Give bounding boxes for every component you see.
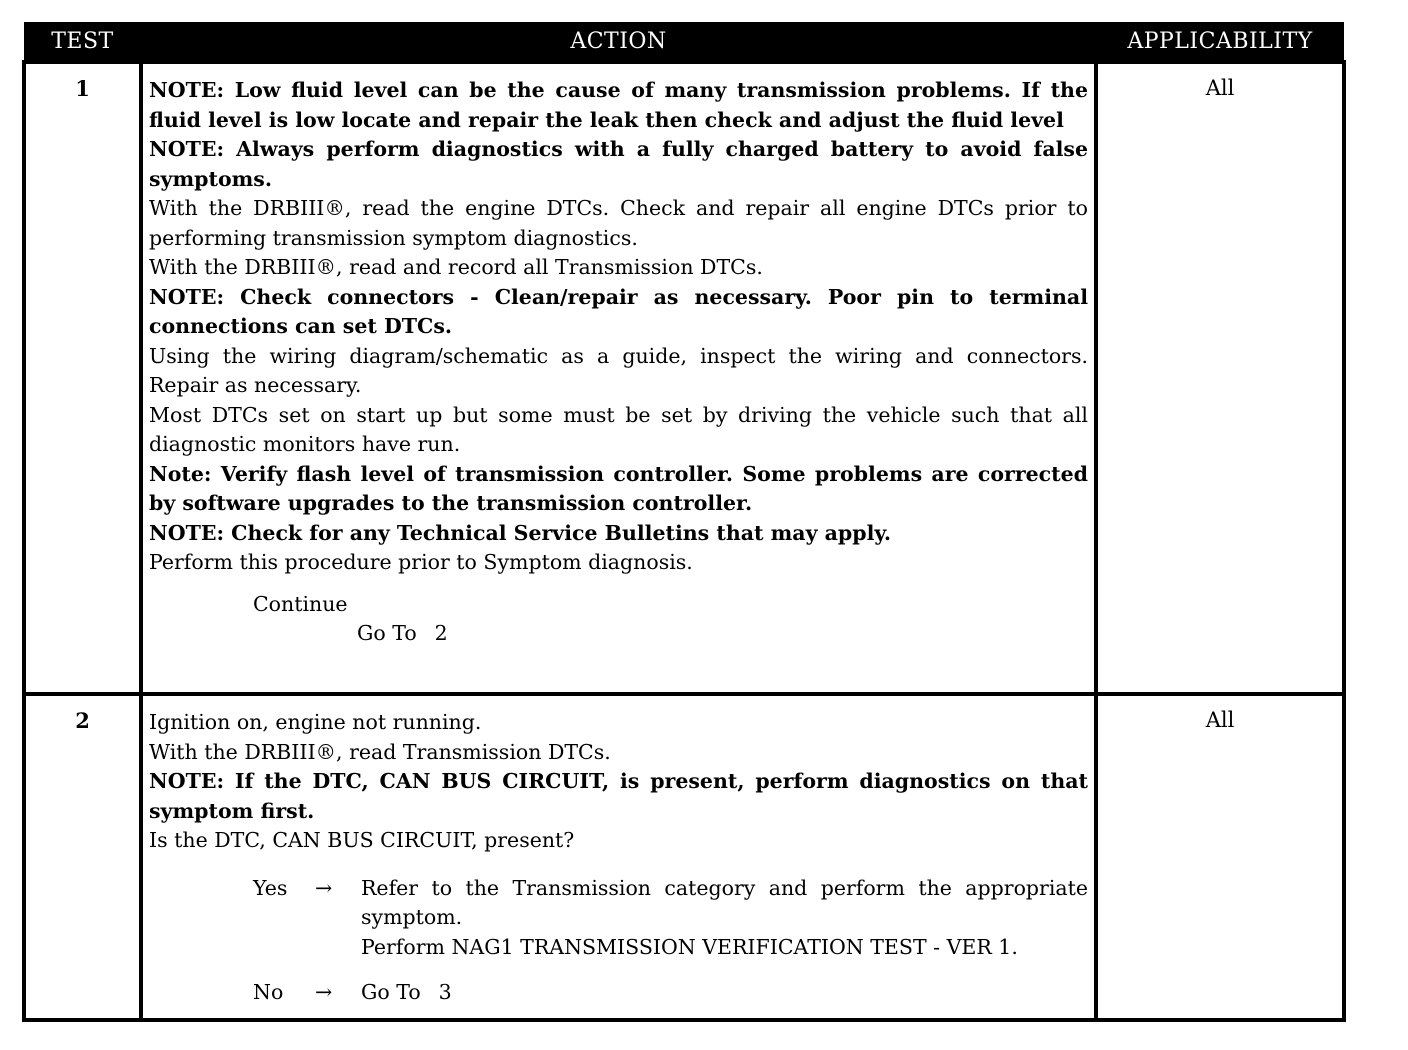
diagnostic-test-table [22, 22, 1346, 1022]
action-cell [141, 694, 1096, 1020]
note-text: NOTE: Check connectors - Clean/repair as necessary. Poor pin to terminal connections can set DTCs. [149, 284, 1088, 338]
yes-result-text: Refer to the Transmission category and perform the appropriate symptom. [361, 875, 1088, 929]
goto-target: 3 [438, 980, 452, 1004]
instruction-text: Ignition on, engine not running. [149, 710, 482, 734]
test-number: 2 [24, 694, 141, 1020]
header-test: TEST [24, 22, 141, 62]
yes-result [361, 874, 1088, 963]
instruction-text: With the DRBIII®, read the engine DTCs. Check and repair all engine DTCs prior to performing transmission symptom diagnostics. [149, 196, 1088, 250]
question-text: Is the DTC, CAN BUS CIRCUIT, present? [149, 828, 575, 852]
goto-target: 2 [434, 621, 448, 645]
instruction-text: With the DRBIII®, read and record all Transmission DTCs. [149, 255, 763, 279]
note-text: NOTE: If the DTC, CAN BUS CIRCUIT, is present, perform diagnostics on that symptom first. [149, 769, 1088, 823]
yes-result-text: Perform NAG1 TRANSMISSION VERIFICATION TEST - VER 1. [361, 934, 1018, 959]
yes-label: Yes [253, 875, 288, 900]
header-applicability: APPLICABILITY [1096, 22, 1344, 62]
goto-step [361, 978, 1088, 1008]
goto-label: Go To [357, 621, 417, 645]
action-cell [141, 62, 1096, 694]
continue-label: Continue [253, 591, 348, 616]
goto-label: Go To [361, 980, 421, 1004]
instruction-text: Most DTCs set on start up but some must be set by driving the vehicle such that all diagnostic monitors have run. [149, 402, 1088, 456]
note-text: NOTE: Check for any Technical Service Bulletins that may apply. [149, 520, 892, 545]
note-text: NOTE: Low fluid level can be the cause of many transmission problems. If the fluid level is low locate and repair the leak then check and adjust the fluid level [149, 78, 1088, 132]
applicability-value: All [1096, 694, 1344, 1020]
note-text: NOTE: Always perform diagnostics with a fully charged battery to avoid false symptoms. [149, 137, 1088, 191]
applicability-value: All [1096, 62, 1344, 694]
table-row [24, 62, 1344, 694]
yes-branch [253, 874, 1088, 963]
note-text: Note: Verify flash level of transmission controller. Some problems are corrected by software upgrades to the transmission controller. [149, 461, 1088, 515]
goto-step [357, 619, 1088, 649]
table-header-row [24, 22, 1344, 62]
no-branch [253, 978, 1088, 1008]
no-label: No [253, 980, 284, 1004]
instruction-text: Using the wiring diagram/schematic as a guide, inspect the wiring and connectors. Repair as necessary. [149, 343, 1088, 397]
arrow-right-icon: → [315, 875, 333, 900]
table-row [24, 694, 1344, 1020]
instruction-text: Perform this procedure prior to Symptom diagnosis. [149, 550, 693, 574]
test-number: 1 [24, 62, 141, 694]
instruction-text: With the DRBIII®, read Transmission DTCs. [149, 739, 611, 764]
arrow-right-icon: → [315, 980, 333, 1004]
header-action: ACTION [141, 22, 1096, 62]
